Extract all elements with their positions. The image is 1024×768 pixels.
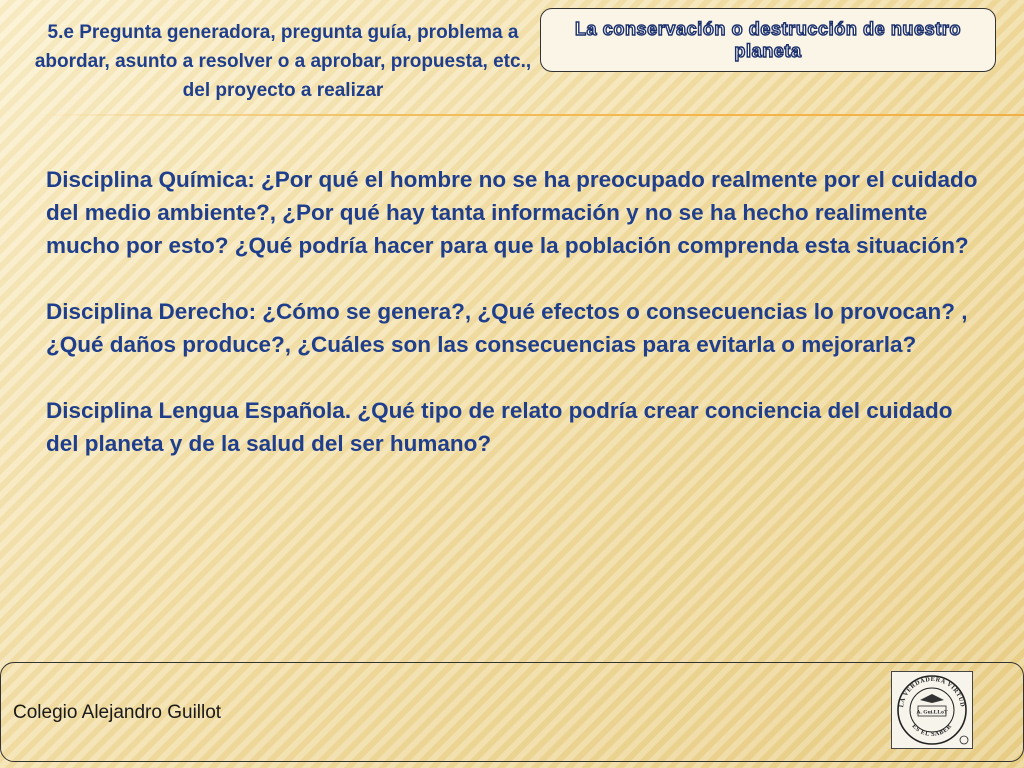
paragraph-derecho: Disciplina Derecho: ¿Cómo se genera?, ¿Qué efectos o consecuencias lo provocan? , ¿Qué daños produce?, ¿Cuáles son las consecuencias para evitarla o mejorarla? (46, 299, 968, 357)
topic-text: La conservación o destrucción de nuestro planeta (574, 19, 962, 61)
svg-text:ES EL SABER (911, 723, 954, 738)
seal-motto-top: LA VERDADERA VIRTUD (898, 675, 966, 708)
title-divider (28, 114, 1024, 116)
paragraph-quimica: Disciplina Química: ¿Por qué el hombre no se ha preocupado realmente por el cuidado del medio ambiente?, ¿Por qué hay tanta información y no se ha hecho realimente mucho por esto? ¿Qué podría hacer para que la población comprenda esta situación? (46, 167, 978, 258)
topic-box (540, 8, 996, 72)
school-seal (891, 671, 973, 749)
seal-motto-bottom: ES EL SABER (910, 722, 954, 739)
school-name: Colegio Alejandro Guillot (13, 702, 222, 723)
paragraph-lengua: Disciplina Lengua Española. ¿Qué tipo de relato podría crear conciencia del cuidado del planeta y de la salud del ser humano? (46, 398, 953, 456)
content-body (46, 163, 981, 493)
svg-text:LA VERDADERA VIRTUD (898, 676, 966, 708)
school-seal-icon (892, 672, 972, 748)
slide-title: 5.e Pregunta generadora, pregunta guía, problema a abordar, asunto a resolver o a aprobar, propuesta, etc., del proyecto a realizar (34, 22, 532, 101)
seal-center-text: A. Gui.LLoT (916, 709, 948, 716)
